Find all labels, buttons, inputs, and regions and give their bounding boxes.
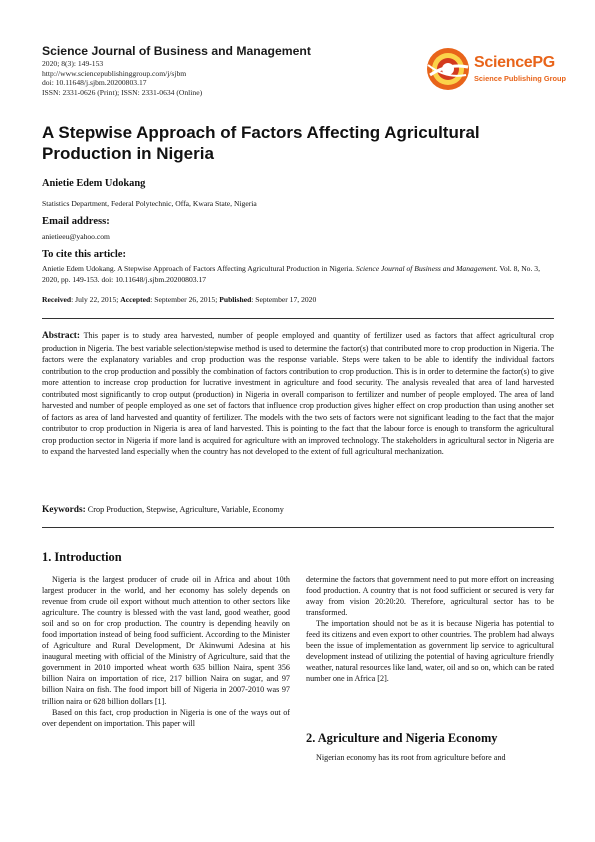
abstract-text: This paper is to study area harvested, number of people employed and quantity of fertilizer used as factors that affect agricultural crop production in Nigeria. The best variable selection/stepwise method is used to determine the factor(s) that contributed more to crop production in Nigeria. The factors were the explanatory variables and crop production was the response variable. Steps were taken to be able to identify the individual factors contribution to the crop production and possibly the combination of factors contribution to crop production. This is in order to determine the factor(s) to give more attention to increase crop production for lucrative investment in agriculture and food security. The analysis revealed that area of land harvested contributed most significantly to crop output (production) in Nigeria in overall comparison to fertilizer and number of people employed. The area of land harvested and number of people employed as one set of factors that influence crop production gives higher effect on crop production than using another set of factors as area of land harvested and quantity of fertilizer. The models with the two sets of factors were not significant leading to the fact that the major contributor to crop production in Nigeria is area of land harvested. This is pointing to the fact that the labour force is enough to transform the agricultural crop production sector in Nigeria if more land is acquired for agriculture with an improved technology. The stakeholders in agricultural sector in Nigeria are to expand the harvested land especially when the country has not developed to the extent of full agricultural mechanization. [42, 331, 554, 457]
keywords-label: Keywords: [42, 505, 86, 515]
paragraph: Nigerian economy has its root from agriculture before and [316, 753, 506, 762]
received-label: Received [42, 295, 72, 304]
article-dates [42, 294, 316, 305]
email-heading: Email address: [42, 216, 110, 227]
abstract [42, 330, 554, 458]
citation-part-b: Vol. 8, No. 3, 2020, pp. 149-153. doi: 10.11648/j.sjbm.20200803.17 [42, 264, 540, 284]
right-column [306, 574, 554, 684]
publisher-logo [424, 44, 566, 100]
abstract-label: Abstract: [42, 331, 81, 341]
right-column-continued [306, 752, 554, 763]
logo-subtitle: Science Publishing Group [474, 74, 566, 83]
citation-part-a: Anietie Edem Udokang. A Stepwise Approach of Factors Affecting Agricultural Production in Nigeria. [42, 264, 354, 273]
paragraph: Based on this fact, crop production in Nigeria is one of the ways out of over dependent on importation. This paper will [42, 707, 290, 728]
journal-meta [42, 59, 202, 97]
section-agriculture-heading: 2. Agriculture and Nigeria Economy [306, 731, 498, 745]
meta-doi[interactable]: doi: 10.11648/j.sjbm.20200803.17 [42, 78, 147, 88]
journal-title: Science Journal of Business and Management [42, 44, 311, 58]
accepted-label: Accepted [120, 295, 151, 304]
cite-heading: To cite this article: [42, 249, 127, 260]
section-introduction-heading: 1. Introduction [42, 550, 122, 564]
paragraph: The importation should not be as it is because Nigeria has potential to feed its citizens and even export to other countries. The problem had always been the issue of implementation as government lip service to agricultural development instead of utilizing the potential of having agriculture friendly weather, natural resources like land, water, oil and so on, which can be rated number one in Africa [2]. [306, 619, 554, 684]
published-date: : September 17, 2020 [251, 295, 317, 304]
published-label: Published [219, 295, 252, 304]
accepted-date: : September 26, 2015; [150, 295, 218, 304]
keywords [42, 505, 554, 515]
author-affiliation: Statistics Department, Federal Polytechnic, Offa, Kwara State, Nigeria [42, 199, 257, 208]
citation-journal: Science Journal of Business and Management. [355, 264, 498, 273]
paragraph: Nigeria is the largest producer of crude oil in Africa and about 10th largest producer in the world, and her economy has solely depends on revenue from crude oil export without much attention to other sectors like agriculture. The country is blessed with the vast land, good weather, good soil and so on for crop production. The country is depending heavily on food importation instead of being food sufficient. According to the Minister of Agriculture and Rural Development, Dr Akinwumi Adesina at his inaugural meeting with official of the Ministry of Agriculture, said that the government in 2010 imported wheat worth 635 billion Naira, spent 356 billion Naira on importation of rice, 217 billion Naira on sugar, and 97 billion Naira on fish. The food import bill of Nigeria in 2007-2010 was 97 trillion naira or 628 billion dollars [1]. [42, 575, 290, 706]
received-date: : July 22, 2015; [71, 295, 119, 304]
divider-top [42, 318, 554, 319]
citation-text [42, 263, 554, 285]
keywords-text: Crop Production, Stepwise, Agriculture, Variable, Economy [87, 505, 284, 514]
divider-bottom [42, 527, 554, 528]
paper-title: A Stepwise Approach of Factors Affecting Agricultural Production in Nigeria [42, 123, 480, 163]
logo-name: SciencePG [474, 54, 555, 71]
sciencepg-logo-icon [424, 45, 472, 93]
meta-url[interactable]: http://www.sciencepublishinggroup.com/j/sjbm [42, 68, 187, 78]
meta-issue: 2020; 8(3): 149-153 [42, 59, 104, 68]
journal-header [42, 44, 566, 106]
author-name: Anietie Edem Udokang [42, 178, 146, 189]
meta-issn: ISSN: 2331-0626 (Print); ISSN: 2331-0634 (Online) [42, 87, 203, 97]
left-column [42, 574, 290, 729]
paragraph: determine the factors that government need to put more effort on increasing food production. A country that is not food sufficient or secured is very far away from vision 20:20:20. Therefore, agricultural sector has to be transformed. [306, 575, 554, 618]
email-address[interactable]: anietieeu@yahoo.com [42, 232, 110, 241]
